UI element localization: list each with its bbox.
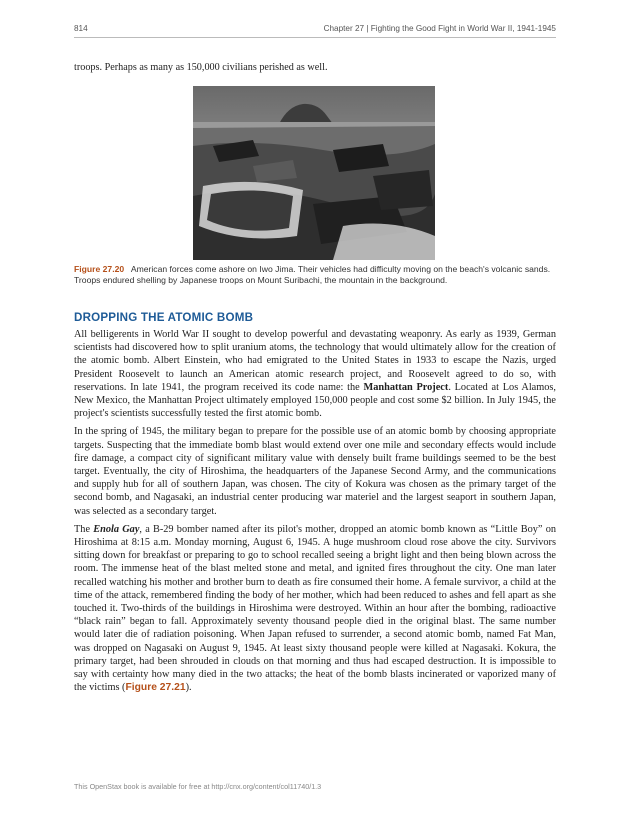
figure-caption-text: American forces come ashore on Iwo Jima. Their vehicles had difficulty moving on the beach's volcanic sands. Troops endured shelling by Japanese troops on Mount Suribachi, the mountain in the background.	[74, 264, 551, 286]
enola-gay-term: Enola Gay	[93, 523, 140, 535]
paragraph-3-text-c: ).	[185, 682, 192, 694]
paragraph-1	[74, 328, 556, 420]
chapter-title: Chapter 27 | Fighting the Good Fight in World War II, 1941-1945	[323, 24, 556, 33]
page-header	[74, 24, 556, 36]
paragraph-3-text-b: , a B-29 bomber named after its pilot's mother, dropped an atomic bomb known as “Little Boy” on Hiroshima at 8:15 a.m. Monday morning, August 6, 1945. A huge mushroom cloud rose above the city. Survivors sitting down for breakfast or preparing to go to school recalled seeing a bright light and then being blown across the room. The immense heat of the blast melted stone and metal, and ignited fires throughout the city. One man later recalled watching his mother and brother burn to death as fire consumed their home. A female survivor, a child at the time of the attack, remembered finding the body of her mother, which had been reduced to ashes and fell apart as she touched it. Two-thirds of the buildings in Hiroshima were destroyed. Within an hour after the bombing, radioactive “black rain” began to fall. Approximately seventy thousand people died in the original blast. The same number would later die of radiation poisoning. When Japan refused to surrender, a second atomic bomb, named Fat Man, was dropped on Nagasaki on August 9, 1945. At least sixty thousand people were killed at Nagasaki. Kokura, the primary target, had been shrouded in clouds on that morning and thus had escaped destruction. It is impossible to say with certainty how many died in the two attacks; the heat of the bomb blasts incinerated or vaporized many of the victims (	[74, 523, 556, 694]
paragraph-1-text-a: All belligerents in World War II sought to develop powerful and devastating weaponry. As early as 1939, German scientists had discovered how to split uranium atoms, the technology that would ultimately allow for the creation of the atomic bomb. Albert Einstein, who had emigrated to the United States in 1933 to escape the Nazis, urged President Roosevelt to launch an American atomic research project, and Roosevelt agreed to do so, with reservations. In late 1941, the program received its code name: the	[74, 329, 556, 393]
page-number: 814	[74, 24, 88, 33]
paragraph-3	[74, 523, 556, 695]
section-title: DROPPING THE ATOMIC BOMB	[74, 311, 254, 324]
paragraph-2: In the spring of 1945, the military began to prepare for the possible use of an atomic bomb by choosing appropriate targets. Suspecting that the immediate bomb blast would extend over one mile and secondary effects would include fire damage, a compact city of significant military value with densely built frame buildings seemed to be the best target. Eventually, the city of Hiroshima, the headquarters of the Japanese Second Army, and the communications and supply hub for all of southern Japan, was chosen. The city of Kokura was chosen as the primary target of the second bomb, and Nagasaki, an industrial center producing war materiel and the largest seaport in southern Japan, was selected as a secondary target.	[74, 426, 556, 517]
figure-caption	[74, 264, 556, 286]
lead-paragraph: troops. Perhaps as many as 150,000 civilians perished as well.	[74, 62, 328, 73]
figure-label: Figure 27.20	[74, 264, 125, 274]
paragraph-1-text-b: . Located at Los Alamos, New Mexico, the Manhattan Project ultimately employed 150,000 people and cost some $2 billion. In July 1945, the project's scientists successfully tested the first atomic bomb.	[74, 381, 556, 420]
manhattan-project-term: Manhattan Project	[363, 381, 449, 393]
paragraph-3-text-a: The	[74, 523, 94, 535]
header-divider	[74, 37, 556, 38]
page-footer: This OpenStax book is available for free at http://cnx.org/content/col11740/1.3	[74, 782, 322, 791]
figure-27-21-link[interactable]: Figure 27.21	[125, 682, 186, 694]
section-body	[74, 328, 556, 699]
iwo-jima-photo	[193, 86, 435, 260]
